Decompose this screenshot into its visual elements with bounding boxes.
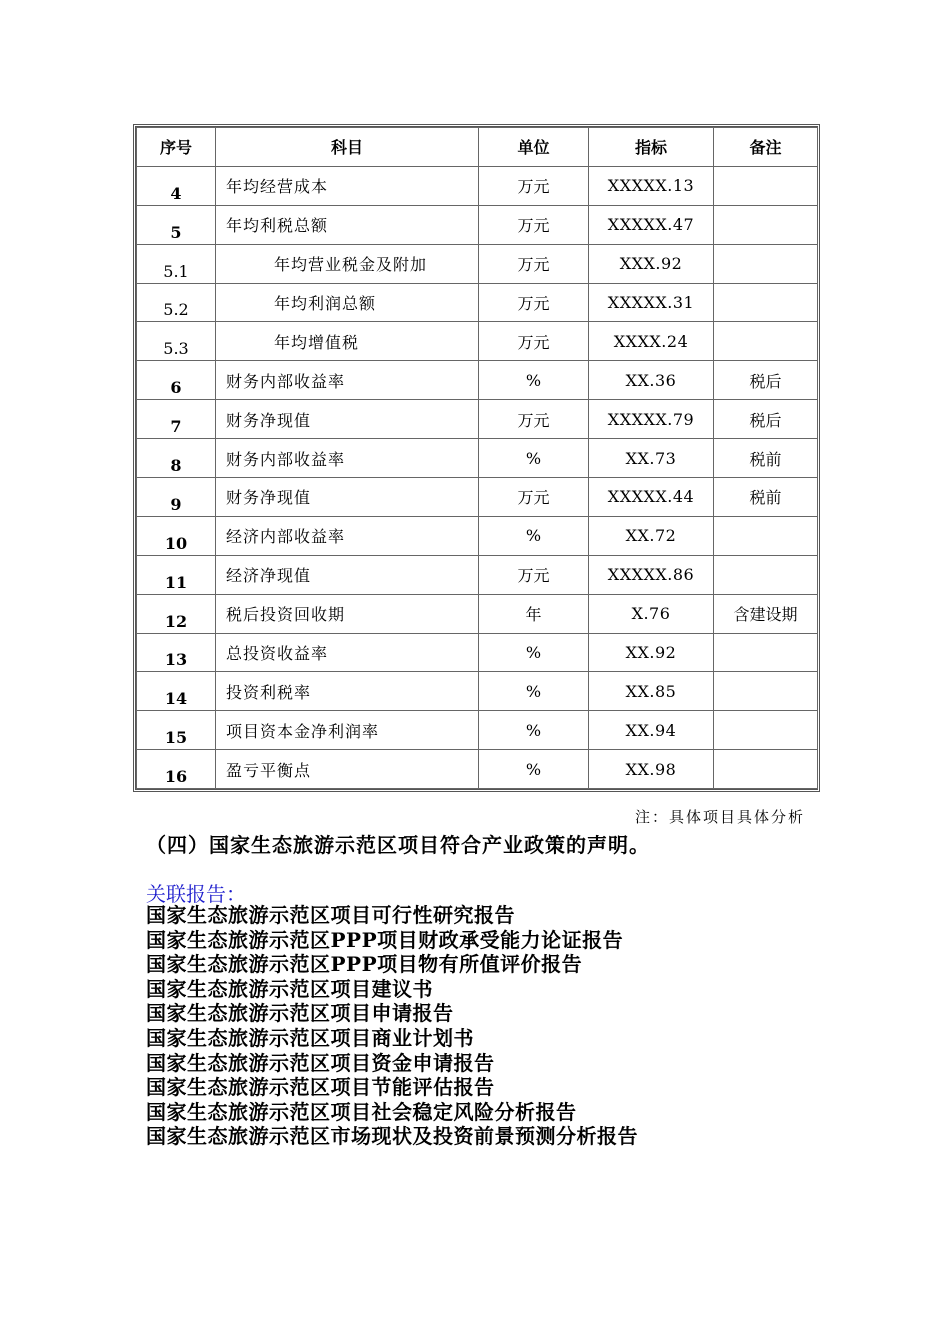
row-note bbox=[714, 322, 818, 361]
row-value: XX.85 bbox=[589, 672, 714, 711]
row-unit: 万元 bbox=[479, 244, 589, 283]
row-item: 经济净现值 bbox=[216, 555, 479, 594]
row-item: 财务内部收益率 bbox=[216, 439, 479, 478]
row-item: 盈亏平衡点 bbox=[216, 750, 479, 789]
table-row bbox=[137, 555, 818, 594]
related-report-item: 国家生态旅游示范区PPP项目物有所值评价报告 bbox=[146, 952, 583, 977]
row-seq: 13 bbox=[137, 633, 216, 672]
row-unit: 万元 bbox=[479, 555, 589, 594]
header-value: 指标 bbox=[589, 128, 714, 167]
row-note: 税后 bbox=[714, 361, 818, 400]
row-value: XX.36 bbox=[589, 361, 714, 400]
row-note bbox=[714, 516, 818, 555]
row-unit: % bbox=[479, 711, 589, 750]
row-unit: % bbox=[479, 672, 589, 711]
row-value: XXXXX.44 bbox=[589, 478, 714, 517]
row-value: X.76 bbox=[589, 594, 714, 633]
row-note bbox=[714, 711, 818, 750]
row-value: XX.73 bbox=[589, 439, 714, 478]
row-unit: 万元 bbox=[479, 322, 589, 361]
related-report-item: 国家生态旅游示范区项目资金申请报告 bbox=[146, 1050, 495, 1075]
row-item: 年均增值税 bbox=[216, 322, 479, 361]
row-item: 财务净现值 bbox=[216, 478, 479, 517]
row-item: 财务内部收益率 bbox=[216, 361, 479, 400]
row-item: 项目资本金净利润率 bbox=[216, 711, 479, 750]
row-item: 财务净现值 bbox=[216, 400, 479, 439]
row-seq: 9 bbox=[137, 478, 216, 517]
row-value: XXXXX.13 bbox=[589, 166, 714, 205]
header-unit: 单位 bbox=[479, 128, 589, 167]
table-row bbox=[137, 516, 818, 555]
row-item: 总投资收益率 bbox=[216, 633, 479, 672]
row-unit: 万元 bbox=[479, 205, 589, 244]
table-row bbox=[137, 205, 818, 244]
header-item: 科目 bbox=[216, 128, 479, 167]
row-seq: 12 bbox=[137, 594, 216, 633]
row-seq: 6 bbox=[137, 361, 216, 400]
section-heading: （四）国家生态旅游示范区项目符合产业政策的声明。 bbox=[146, 833, 650, 857]
row-note bbox=[714, 633, 818, 672]
table-row bbox=[137, 633, 818, 672]
row-item: 年均经营成本 bbox=[216, 166, 479, 205]
row-note bbox=[714, 283, 818, 322]
row-value: XXXXX.47 bbox=[589, 205, 714, 244]
row-seq: 10 bbox=[137, 516, 216, 555]
related-report-item: 国家生态旅游示范区市场现状及投资前景预测分析报告 bbox=[146, 1124, 638, 1149]
indicator-table bbox=[136, 127, 818, 789]
row-item: 年均利润总额 bbox=[216, 283, 479, 322]
row-note bbox=[714, 555, 818, 594]
row-value: XXXXX.86 bbox=[589, 555, 714, 594]
table-row bbox=[137, 283, 818, 322]
row-note bbox=[714, 205, 818, 244]
related-report-item: 国家生态旅游示范区项目节能评估报告 bbox=[146, 1075, 495, 1100]
row-unit: 万元 bbox=[479, 283, 589, 322]
row-item: 年均营业税金及附加 bbox=[216, 244, 479, 283]
row-item: 年均利税总额 bbox=[216, 205, 479, 244]
row-seq: 8 bbox=[137, 439, 216, 478]
row-seq: 7 bbox=[137, 400, 216, 439]
row-unit: % bbox=[479, 361, 589, 400]
row-unit: % bbox=[479, 750, 589, 789]
row-unit: 万元 bbox=[479, 166, 589, 205]
row-note: 含建设期 bbox=[714, 594, 818, 633]
indicator-table-frame bbox=[133, 124, 820, 792]
table-row bbox=[137, 244, 818, 283]
row-value: XXXX.24 bbox=[589, 322, 714, 361]
table-row bbox=[137, 439, 818, 478]
row-seq: 11 bbox=[137, 555, 216, 594]
row-note bbox=[714, 672, 818, 711]
row-value: XX.72 bbox=[589, 516, 714, 555]
related-report-item: 国家生态旅游示范区项目社会稳定风险分析报告 bbox=[146, 1099, 577, 1124]
table-row bbox=[137, 166, 818, 205]
row-value: XXX.92 bbox=[589, 244, 714, 283]
row-seq: 5.2 bbox=[137, 283, 216, 322]
row-seq: 4 bbox=[137, 166, 216, 205]
table-row bbox=[137, 478, 818, 517]
row-unit: 年 bbox=[479, 594, 589, 633]
row-unit: % bbox=[479, 516, 589, 555]
header-seq: 序号 bbox=[137, 128, 216, 167]
table-header-row bbox=[137, 128, 818, 167]
row-unit: 万元 bbox=[479, 400, 589, 439]
related-reports-title: 关联报告： bbox=[146, 882, 246, 906]
row-unit: 万元 bbox=[479, 478, 589, 517]
row-value: XX.92 bbox=[589, 633, 714, 672]
row-seq: 5.3 bbox=[137, 322, 216, 361]
related-report-item: 国家生态旅游示范区PPP项目财政承受能力论证报告 bbox=[146, 927, 624, 952]
related-report-item: 国家生态旅游示范区项目建议书 bbox=[146, 976, 433, 1001]
row-item: 经济内部收益率 bbox=[216, 516, 479, 555]
row-seq: 14 bbox=[137, 672, 216, 711]
row-note: 税后 bbox=[714, 400, 818, 439]
row-seq: 5 bbox=[137, 205, 216, 244]
row-note: 税前 bbox=[714, 439, 818, 478]
related-report-item: 国家生态旅游示范区项目申请报告 bbox=[146, 1001, 454, 1026]
table-row bbox=[137, 400, 818, 439]
row-note bbox=[714, 166, 818, 205]
related-report-item: 国家生态旅游示范区项目可行性研究报告 bbox=[146, 903, 515, 927]
table-row bbox=[137, 594, 818, 633]
table-row bbox=[137, 750, 818, 789]
row-unit: % bbox=[479, 439, 589, 478]
row-value: XXXXX.79 bbox=[589, 400, 714, 439]
row-note: 税前 bbox=[714, 478, 818, 517]
related-report-item: 国家生态旅游示范区项目商业计划书 bbox=[146, 1025, 474, 1050]
table-row bbox=[137, 711, 818, 750]
table-row bbox=[137, 672, 818, 711]
related-reports-list bbox=[146, 903, 638, 1149]
row-seq: 15 bbox=[137, 711, 216, 750]
row-unit: % bbox=[479, 633, 589, 672]
table-body bbox=[137, 166, 818, 788]
row-note bbox=[714, 244, 818, 283]
row-seq: 5.1 bbox=[137, 244, 216, 283]
row-value: XXXXX.31 bbox=[589, 283, 714, 322]
header-note: 备注 bbox=[714, 128, 818, 167]
table-footnote: 注：具体项目具体分析 bbox=[634, 808, 805, 826]
row-seq: 16 bbox=[137, 750, 216, 789]
table-row bbox=[137, 361, 818, 400]
row-note bbox=[714, 750, 818, 789]
row-item: 税后投资回收期 bbox=[216, 594, 479, 633]
table-row bbox=[137, 322, 818, 361]
row-item: 投资利税率 bbox=[216, 672, 479, 711]
row-value: XX.94 bbox=[589, 711, 714, 750]
row-value: XX.98 bbox=[589, 750, 714, 789]
